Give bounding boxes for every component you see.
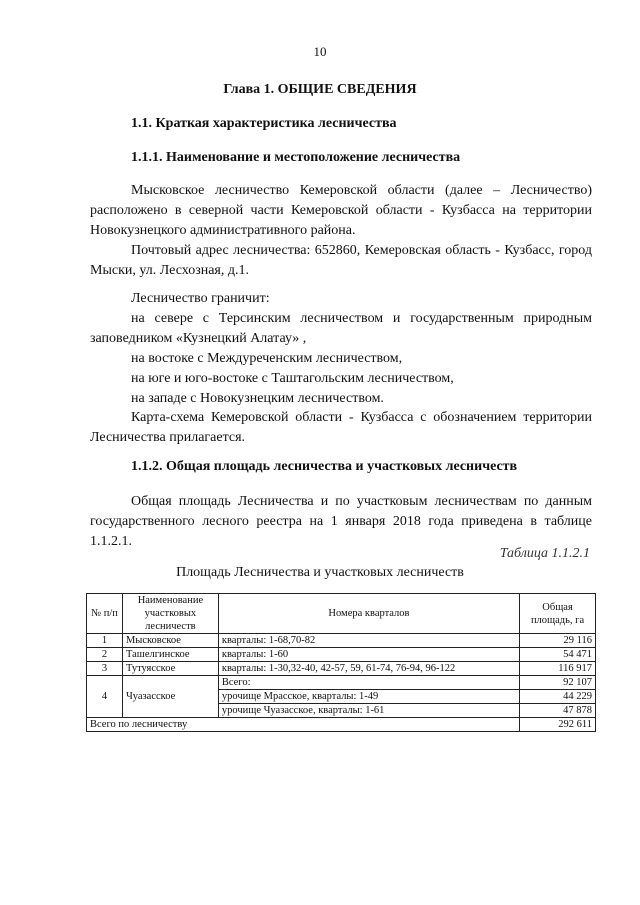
location-paragraph — [90, 181, 592, 241]
table-title: Площадь Лесничества и участковых лесничеств — [176, 565, 464, 580]
subrow-area: 44 229 — [520, 690, 596, 704]
address-text: Почтовый адрес лесничества: 652860, Кемеровская область - Кузбасс, город Мыски, ул. Лесхозная, д.1. — [90, 243, 592, 278]
grand-total-area: 292 611 — [520, 718, 596, 732]
border-east: на востоке с Междуреченским лесничеством, — [131, 351, 403, 366]
area-text: Общая площадь Лесничества и по участковым лесничествам по данным государственного лесного реестра на 1 января 2018 года приведена в таблице 1.1.2.1. — [90, 494, 592, 549]
row-total-area: 92 107 — [520, 676, 596, 690]
header-name: Наименование участковых лесничеств — [122, 594, 218, 634]
table-number: Таблица 1.1.2.1 — [499, 546, 590, 561]
row-num: 2 — [87, 648, 123, 662]
row-num: 4 — [87, 676, 123, 718]
row-quarters: кварталы: 1-60 — [218, 648, 519, 662]
subrow-quarters: урочище Мрасское, кварталы: 1-49 — [218, 690, 519, 704]
area-table — [86, 593, 596, 732]
table-header-row — [87, 594, 596, 634]
map-paragraph — [90, 408, 592, 448]
subrow-quarters: урочище Чуазасское, кварталы: 1-61 — [218, 704, 519, 718]
location-text: Мысковское лесничество Кемеровской области (далее – Лесничество) расположено в северной части Кемеровской области - Кузбасса на территории Новокузнецкого административного района. — [90, 183, 592, 238]
map-text: Карта-схема Кемеровской области - Кузбасса с обозначением территории Лесничества прилагается. — [90, 410, 592, 445]
row-num: 3 — [87, 662, 123, 676]
header-quarters: Номера кварталов — [218, 594, 519, 634]
table-row — [87, 634, 596, 648]
row-num: 1 — [87, 634, 123, 648]
border-south: на юге и юго-востоке с Таштагольским лесничеством, — [131, 371, 454, 386]
border-west: на западе с Новокузнецким лесничеством. — [131, 391, 384, 406]
table-row — [87, 676, 596, 690]
row-quarters: кварталы: 1-68,70-82 — [218, 634, 519, 648]
row-area: 54 471 — [520, 648, 596, 662]
row-quarters: кварталы: 1-30,32-40, 42-57, 59, 61-74, 76-94, 96-122 — [218, 662, 519, 676]
row-area: 29 116 — [520, 634, 596, 648]
subrow-area: 47 878 — [520, 704, 596, 718]
row-name: Чуазасское — [122, 676, 218, 718]
row-name: Ташелгинское — [122, 648, 218, 662]
row-name: Мысковское — [122, 634, 218, 648]
borders-intro: Лесничество граничит: — [131, 291, 270, 306]
row-name: Тутуясское — [122, 662, 218, 676]
page-number: 10 — [313, 44, 327, 59]
section-heading-1-1: 1.1. Краткая характеристика лесничества — [131, 116, 397, 131]
address-paragraph — [90, 241, 592, 281]
table-row — [87, 648, 596, 662]
border-north: на севере с Терсинским лесничеством и государственным природным заповедником «Кузнецкий Алатау» , — [90, 311, 592, 346]
table-total-row — [87, 718, 596, 732]
section-heading-1-1-2: 1.1.2. Общая площадь лесничества и участковых лесничеств — [131, 459, 518, 474]
area-paragraph — [90, 492, 592, 552]
table-row — [87, 662, 596, 676]
row-area: 116 917 — [520, 662, 596, 676]
header-num: № п/п — [87, 594, 123, 634]
row-total-label: Всего: — [218, 676, 519, 690]
chapter-title: Глава 1. ОБЩИЕ СВЕДЕНИЯ — [223, 82, 417, 97]
section-heading-1-1-1: 1.1.1. Наименование и местоположение лесничества — [131, 150, 461, 165]
grand-total-label: Всего по лесничеству — [87, 718, 520, 732]
header-area: Общая площадь, га — [520, 594, 596, 634]
